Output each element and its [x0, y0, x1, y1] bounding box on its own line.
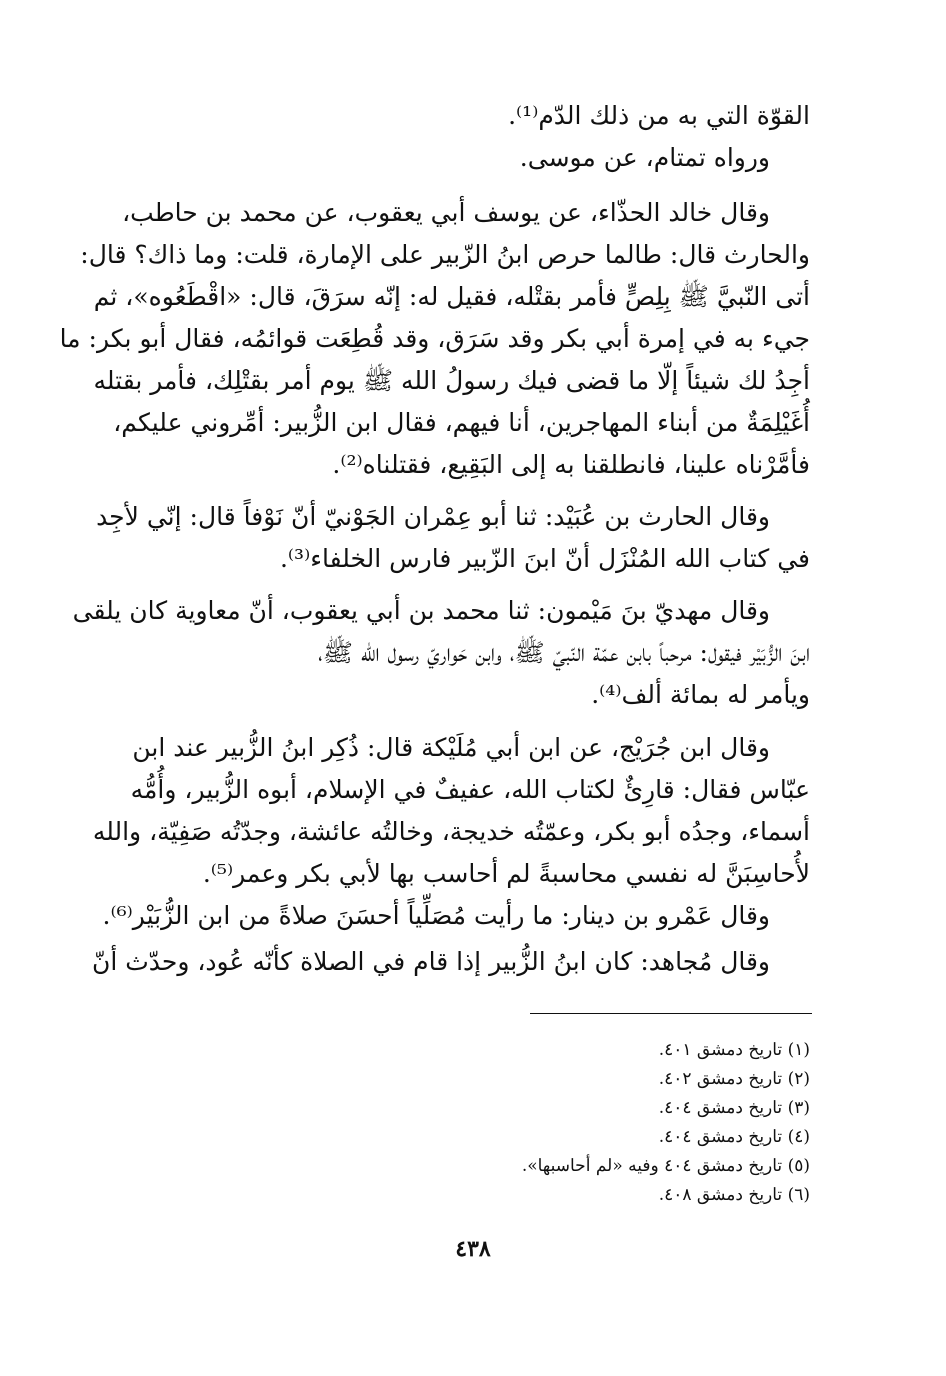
- footnotes: [440, 1036, 810, 1210]
- footnote: (٥) تاريخ دمشق ٤٠٤ وفيه «لم أحاسبها».: [521, 1156, 810, 1176]
- text-line: القوّة التي به من ذلك الدّم⁽¹⁾.: [508, 101, 810, 130]
- text-line: ويأمر له بمائة ألف⁽⁴⁾.: [591, 680, 810, 709]
- paragraph: [72, 590, 810, 716]
- text-line: والحارث قال: طالما حرص ابنُ الزّبير على الإمارة، قلت: وما ذاك؟ قال:: [80, 240, 810, 269]
- footnote: (١) تاريخ دمشق ٤٠١.: [658, 1040, 810, 1060]
- text-line: وقال مهديّ بنَ مَيْمون: ثنا محمد بن أبي يعقوب، أنّ معاوية كان يلقى: [72, 596, 770, 625]
- text-line: وقال الحارث بن عُبَيْد: ثنا أبو عِمْران الجَوْنيّ أنّ نَوْفاً قال: إنّي لأجِد: [96, 502, 770, 531]
- text-line: عبّاس فقال: قارِئٌ لكتاب الله، عفيفٌ في الإسلام، أبوه الزُّبير، وأُمُّه: [130, 775, 810, 804]
- text-line: ابنَ الزُّبَيْر فيقول: مرحباً بابن عمّة النّبيّ ﷺ، وابن حَواريّ رسول الله ﷺ،: [317, 638, 810, 667]
- text-line: أجِدُ لك شيئاً إلّا ما قضى فيك رسولُ الله ﷺ يوم أمر بقتْلِك، فأمر بقتله: [93, 366, 810, 395]
- paragraph: [92, 727, 810, 937]
- paragraph: [96, 496, 810, 580]
- paragraph: [110, 137, 810, 179]
- text-line: جيء به في إمرة أبي بكر وقد سَرَق، وقد قُطِعَت قوائمُه، فقال أبو بكر: ما: [59, 324, 810, 353]
- footnote: (٣) تاريخ دمشق ٤٠٤.: [658, 1098, 810, 1118]
- footnote-separator: [530, 1013, 812, 1014]
- text-line: في كتاب الله المُنْزَل أنّ ابنَ الزّبير فارس الخلفاء⁽³⁾.: [279, 544, 810, 573]
- paragraph: [59, 192, 810, 486]
- paragraph: [91, 941, 810, 983]
- footnote: (٦) تاريخ دمشق ٤٠٨.: [658, 1185, 810, 1205]
- text-line: وقال عَمْرو بن دينار: ما رأيت مُصَلِّياً أحسَنَ صلاةً من ابن الزُّبَيْر⁽⁶⁾.: [102, 901, 770, 930]
- text-line: أتى النّبيَّ ﷺ بِلِصٍّ فأمر بقتْله، فقيل له: إنّه سرَقَ، قال: «اقْطَعُوه»، ثم: [93, 282, 810, 311]
- paragraph: [110, 95, 810, 137]
- footnote: (٢) تاريخ دمشق ٤٠٢.: [658, 1069, 810, 1089]
- text-line: وقال ابن جُرَيْج، عن ابن أبي مُلَيْكة قال: ذُكِر ابنُ الزُّبير عند ابن: [132, 733, 770, 762]
- text-line: لأُحاسِبَنَّ له نفسي محاسبةً لم أحاسب بها لأبي بكر وعمر⁽⁵⁾.: [202, 859, 810, 888]
- text-line: ورواه تمتام، عن موسى.: [519, 143, 770, 172]
- text-line: وقال مُجاهد: كان ابنُ الزُّبير إذا قام في الصلاة كأنّه عُود، وحدّث أنّ: [91, 947, 770, 976]
- text-line: وقال خالد الحذّاء، عن يوسف أبي يعقوب، عن محمد بن حاطب،: [122, 198, 770, 227]
- text-line: فأمَّرْناه علينا، فانطلقنا به إلى البَقِيع، فقتلناه⁽²⁾.: [332, 450, 810, 479]
- text-line: أُغَيْلِمَةٌ من أبناء المهاجرين، أنا فيهم، فقال ابن الزُّبير: أمِّروني عليكم،: [113, 408, 810, 437]
- text-line: أسماء، وجدُه أبو بكر، وعمّتُه خديجة، وخالتُه عائشة، وجدّتُه صَفِيّة، والله: [92, 817, 810, 846]
- footnote: (٤) تاريخ دمشق ٤٠٤.: [658, 1127, 810, 1147]
- page-number: ٤٣٨: [455, 1236, 491, 1262]
